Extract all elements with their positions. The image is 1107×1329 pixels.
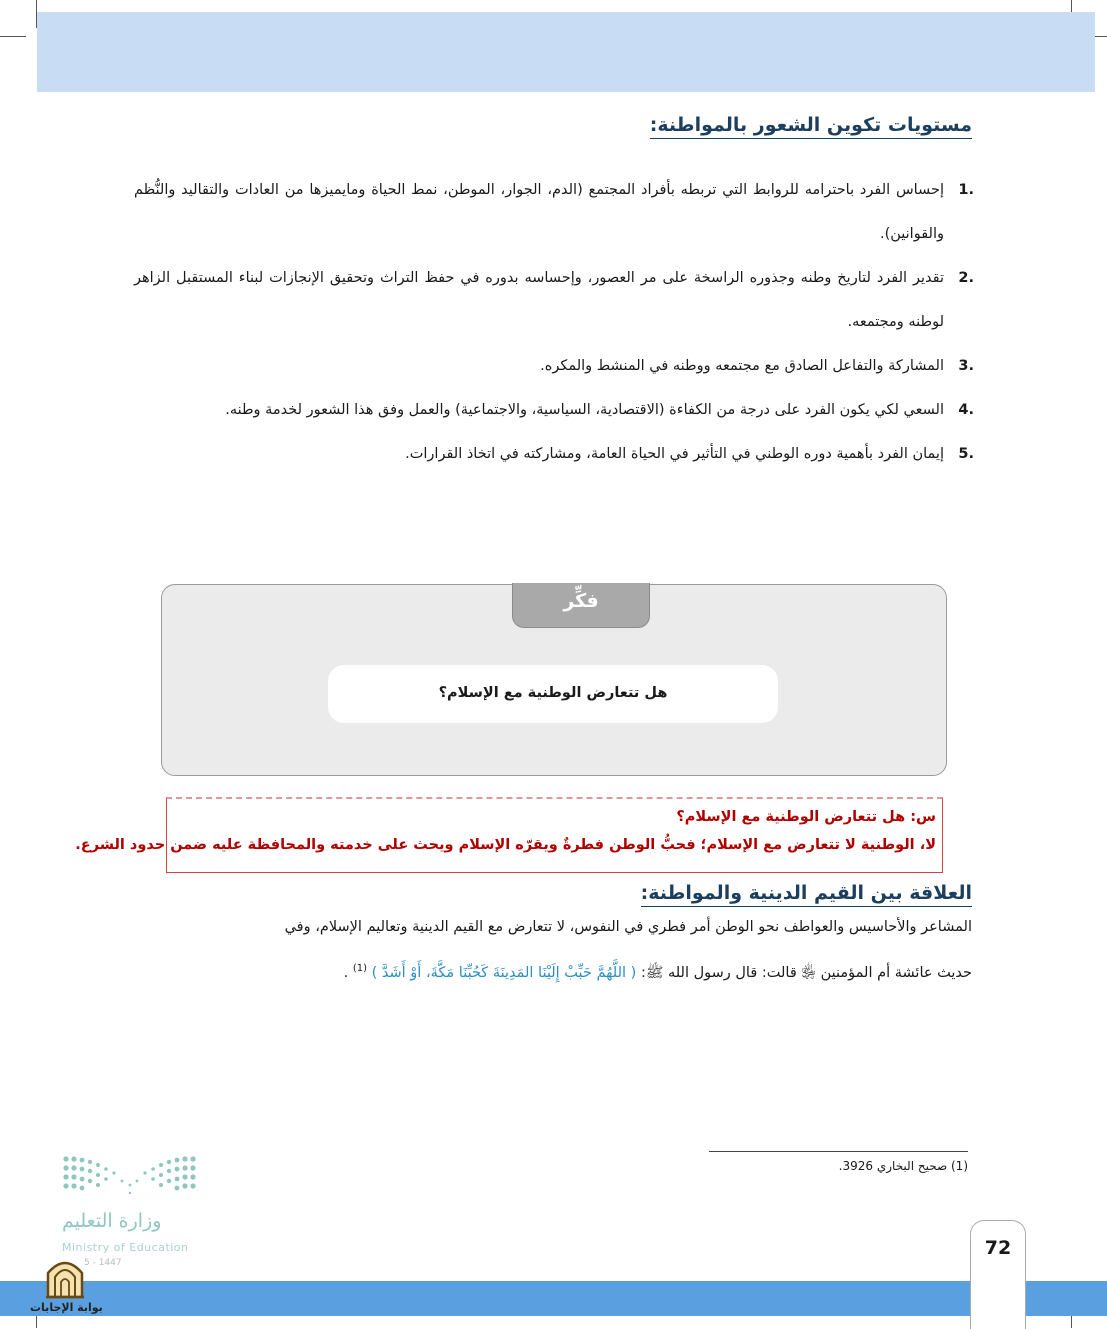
item-number: .1 — [958, 182, 974, 198]
ministry-logo-icon — [62, 1155, 197, 1197]
section-title-levels: مستويات تكوين الشعور بالمواطنة: — [650, 114, 972, 139]
item-number: .2 — [958, 270, 974, 286]
think-box — [161, 584, 947, 776]
paragraph-hadith — [134, 948, 972, 994]
item-text: إيمان الفرد بأهمية دوره الوطني في التأثير في الحياة العامة، ومشاركته في اتخاذ القرارات. — [405, 446, 944, 462]
list-item — [134, 256, 974, 344]
sentence-end: . — [343, 964, 349, 981]
hadith-intro: حديث عائشة أم المؤمنين ﵂ قالت: قال رسول الله ﷺ: — [640, 964, 972, 981]
paragraph-line: المشاعر والأحاسيس والعواطف نحو الوطن أمر فطري في النفوس، لا تتعارض مع القيم الدينية وتعاليم الإسلام، وفي — [284, 919, 972, 935]
think-tab-label: فكِّر — [512, 583, 650, 628]
watermark-text: بوابة الإجابات — [30, 1301, 103, 1314]
footer-band — [0, 1281, 1107, 1316]
hadith-quote: ( اللَّهُمَّ حَبِّبْ إِلَيْنَا المَدِينَةَ كَحُبِّنَا مَكَّةَ، أَوْ أَشَدَّ ) — [371, 964, 637, 981]
footnote: (1) صحيح البخاري 3926. — [838, 1159, 968, 1173]
ministry-name-en: Ministry of Education — [62, 1241, 189, 1254]
page-number: 72 — [984, 1237, 1012, 1259]
section-title-relation: العلاقة بين القيم الدينية والمواطنة: — [641, 882, 972, 907]
levels-list — [134, 168, 974, 476]
list-item — [134, 344, 974, 388]
item-text: المشاركة والتفاعل الصادق مع مجتمعه ووطنه في المنشط والمكره. — [540, 358, 944, 374]
watermark-gate-icon — [44, 1255, 86, 1299]
answer-box — [75, 797, 943, 873]
item-number: .3 — [958, 358, 974, 374]
ministry-year: 5 - 1447 — [84, 1258, 122, 1268]
ministry-name-ar: وزارة التعليم — [62, 1210, 162, 1232]
footnote-ref: (1) — [352, 963, 368, 974]
item-text: تقدير الفرد لتاريخ وطنه وجذوره الراسخة على مر العصور، وإحساسه بدوره في حفظ التراث وتحقيق الإنجازات لبناء المستقبل الزاهر لوطنه ومجتمعه. — [134, 270, 944, 330]
list-item — [134, 432, 974, 476]
footnote-divider — [709, 1151, 968, 1152]
item-text: السعي لكي يكون الفرد على درجة من الكفاءة (الاقتصادية، السياسية، والاجتماعية) والعمل وفق هذا الشعور لخدمة وطنه. — [225, 402, 944, 418]
answer-text: لا، الوطنية لا تتعارض مع الإسلام؛ فحبُّ الوطن فطرةٌ ويقرّه الإسلام ويحث على خدمته والمحافظة عليه ضمن حدود الشرع. — [75, 837, 936, 853]
item-number: .5 — [958, 446, 974, 462]
item-text: إحساس الفرد باحترامه للروابط التي تربطه بأفراد المجتمع (الدم، الجوار، الموطن، نمط الحياة ومايميزها من العادات والتقاليد والنُّظم والقوانين). — [134, 182, 944, 242]
list-item — [134, 388, 974, 432]
page-number-tab — [970, 1220, 1026, 1329]
item-number: .4 — [958, 402, 974, 418]
list-item — [134, 168, 974, 256]
think-question: هل تتعارض الوطنية مع الإسلام؟ — [328, 665, 778, 723]
crop-mark — [0, 36, 26, 37]
answer-question: س: هل تتعارض الوطنية مع الإسلام؟ — [676, 809, 936, 825]
header-band — [37, 12, 1095, 92]
